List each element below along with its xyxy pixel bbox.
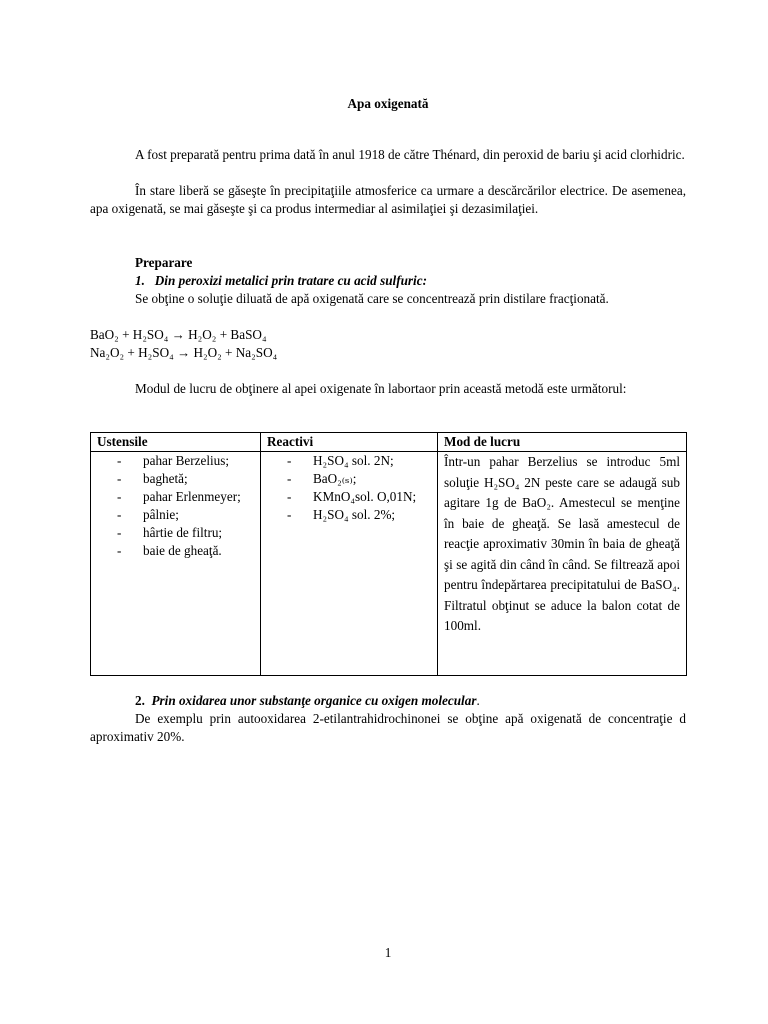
list-item: - H₂SO₄ sol. 2N; (287, 452, 431, 470)
table-row (91, 452, 687, 676)
list-item: - KMnO₄sol. O,01N; (287, 488, 431, 506)
list-item: - baghetă; (117, 470, 254, 488)
table-header-row (91, 433, 687, 452)
method-1-number: 1. (135, 273, 145, 288)
section-heading-preparare: Preparare (135, 255, 193, 270)
intro-paragraph-2: În stare liberă se găseşte în precipitaţiile atmosferice ca urmare a descărcărilor electrice. De asemenea, apa oxigenată, se mai găseşte şi ca produs intermediar al asimilaţiei şi dezasimilaţiei. (90, 183, 686, 216)
list-item: - BaO₂₍ₛ₎; (287, 470, 431, 488)
method-2-heading (90, 692, 686, 710)
reaction-equation-2: Na₂O₂ + H₂SO₄ → H₂O₂ + Na₂SO₄ (90, 345, 278, 360)
ustensile-cell (91, 452, 261, 676)
method-2-title-period: . (476, 693, 480, 708)
document-title: Apa oxigenată (347, 96, 429, 111)
lab-procedure-intro: Modul de lucru de obţinere al apei oxigenate în labortaor prin această metodă este următorul: (135, 381, 627, 396)
header-mod-de-lucru: Mod de lucru (438, 433, 687, 452)
procedure-table (90, 432, 687, 676)
mod-de-lucru-text: Într-un pahar Berzelius se introduc 5ml soluţie H₂SO₄ 2N peste care se adaugă sub agitare 1g de BaO₂. Amestecul se menţine în baie de gheaţă. Se lasă amestecul de reacţie aproximativ 30min în baia de gheaţă şi se agită din când în când. Se filtrează apoi pentru îndepărtarea precipitatului de BaSO₄. Filtratul obţinut se aduce la balon cotat de 100ml. (444, 454, 680, 633)
method-2-text: De exemplu prin autooxidarea 2-etilantrahidrochinonei se obţine apă oxigenată de concentraţie d aproximativ 20%. (90, 711, 686, 744)
mod-de-lucru-cell (438, 452, 687, 676)
reactivi-list (267, 452, 431, 524)
list-item: - H₂SO₄ sol. 2%; (287, 506, 431, 524)
method-1-heading (90, 272, 686, 290)
method-1-text: Se obţine o soluţie diluată de apă oxigenată care se concentrează prin distilare fracţionată. (135, 291, 609, 306)
reactivi-cell (261, 452, 438, 676)
list-item: - pahar Erlenmeyer; (117, 488, 254, 506)
reaction-equation-1: BaO₂ + H₂SO₄ → H₂O₂ + BaSO₄ (90, 327, 267, 342)
list-item: - hârtie de filtru; (117, 524, 254, 542)
intro-paragraph-1: A fost preparată pentru prima dată în anul 1918 de către Thénard, din peroxid de bariu şi acid clorhidric. (135, 147, 685, 162)
list-item: - pahar Berzelius; (117, 452, 254, 470)
method-2-number: 2. (135, 693, 145, 708)
document-page (90, 0, 686, 1024)
list-item: - baie de gheaţă. (117, 542, 254, 560)
method-2-title: Prin oxidarea unor substanţe organice cu oxigen molecular (151, 693, 477, 708)
list-item: - pâlnie; (117, 506, 254, 524)
header-reactivi: Reactivi (261, 433, 438, 452)
ustensile-list (97, 452, 254, 560)
header-ustensile: Ustensile (91, 433, 261, 452)
method-1-title: Din peroxizi metalici prin tratare cu acid sulfuric: (154, 273, 427, 288)
page-number: 1 (384, 945, 392, 960)
